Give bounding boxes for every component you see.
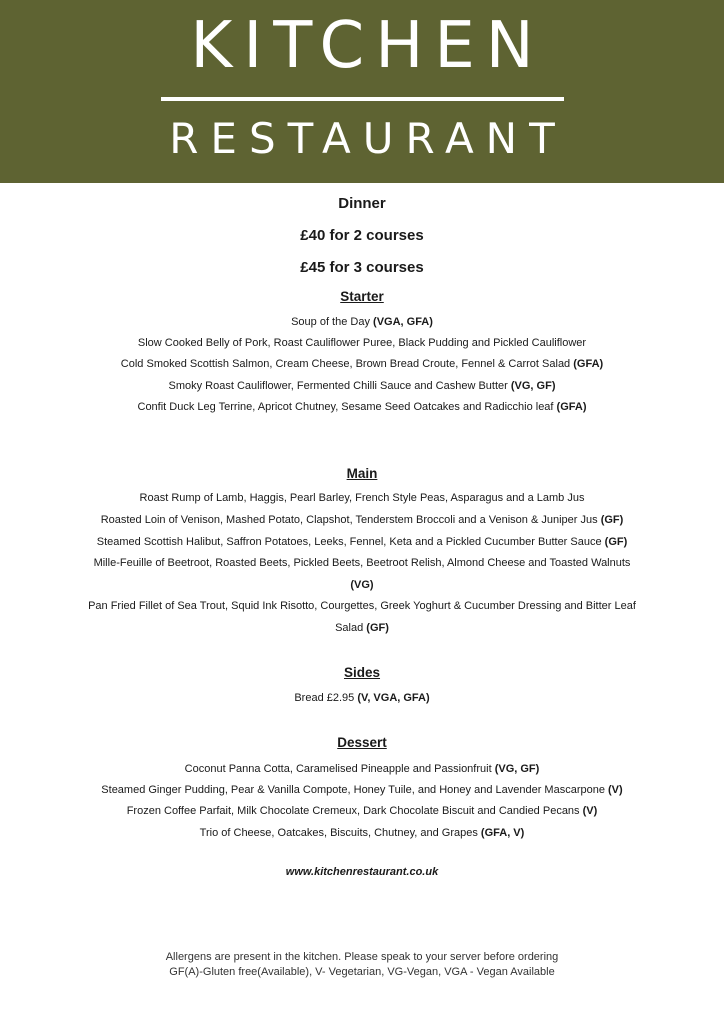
menu-item: Pan Fried Fillet of Sea Trout, Squid Ink Risotto, Courgettes, Greek Yoghurt & Cucumber Dressing and Bitter Leaf — [88, 600, 636, 612]
menu-item: Slow Cooked Belly of Pork, Roast Cauliflower Puree, Black Pudding and Pickled Cauliflower — [137, 337, 587, 349]
header-banner — [0, 0, 724, 183]
allergen-notice: Allergens are present in the kitchen. Please speak to your server before ordering — [165, 951, 559, 963]
menu-item: Trio of Cheese, Oatcakes, Biscuits, Chutney, and Grapes (GFA, V) — [199, 827, 525, 839]
brand-name-kitchen: KITCHEN — [190, 9, 545, 83]
menu-item: Soup of the Day (VGA, GFA) — [291, 316, 433, 328]
price-two-courses: £40 for 2 courses — [300, 227, 424, 244]
menu-title: Dinner — [338, 195, 386, 212]
section-heading-dessert: Dessert — [337, 735, 387, 750]
brand-divider — [161, 97, 564, 101]
menu-item: Mille-Feuille of Beetroot, Roasted Beets, Pickled Beets, Beetroot Relish, Almond Cheese and Toasted Walnuts — [93, 557, 631, 569]
menu-item: Confit Duck Leg Terrine, Apricot Chutney, Sesame Seed Oatcakes and Radicchio leaf (GFA) — [137, 401, 587, 413]
menu-item: Coconut Panna Cotta, Caramelised Pineapple and Passionfruit (VG, GF) — [184, 763, 540, 775]
menu-item: Steamed Ginger Pudding, Pear & Vanilla Compote, Honey Tuile, and Honey and Lavender Mascarpone (V) — [101, 784, 623, 796]
menu-item: Smoky Roast Cauliflower, Fermented Chilli Sauce and Cashew Butter (VG, GF) — [168, 380, 556, 392]
brand-name-restaurant: RESTAURANT — [169, 114, 567, 163]
menu-item-continued: Salad (GF) — [335, 622, 389, 634]
price-three-courses: £45 for 3 courses — [300, 259, 424, 276]
website-link[interactable]: www.kitchenrestaurant.co.uk — [285, 866, 439, 878]
menu-item: Bread £2.95 (V, VGA, GFA) — [294, 692, 430, 704]
section-heading-main: Main — [346, 466, 378, 481]
section-heading-starter: Starter — [340, 289, 384, 304]
menu-item: Roasted Loin of Venison, Mashed Potato, Clapshot, Tenderstem Broccoli and a Venison & Juniper Jus (GF) — [100, 514, 624, 526]
menu-item: Roast Rump of Lamb, Haggis, Pearl Barley, French Style Peas, Asparagus and a Lamb Jus — [139, 492, 585, 504]
menu-item: Steamed Scottish Halibut, Saffron Potatoes, Leeks, Fennel, Keta and a Pickled Cucumber Butter Sauce (GF) — [96, 536, 628, 548]
section-heading-sides: Sides — [343, 665, 381, 680]
allergen-key: GF(A)-Gluten free(Available), V- Vegetarian, VG-Vegan, VGA - Vegan Available — [169, 966, 555, 978]
menu-item: Frozen Coffee Parfait, Milk Chocolate Cremeux, Dark Chocolate Biscuit and Candied Pecans (V) — [126, 805, 598, 817]
menu-item: Cold Smoked Scottish Salmon, Cream Cheese, Brown Bread Croute, Fennel & Carrot Salad (GFA) — [120, 358, 604, 370]
menu-item-continued: (VG) — [350, 579, 374, 591]
